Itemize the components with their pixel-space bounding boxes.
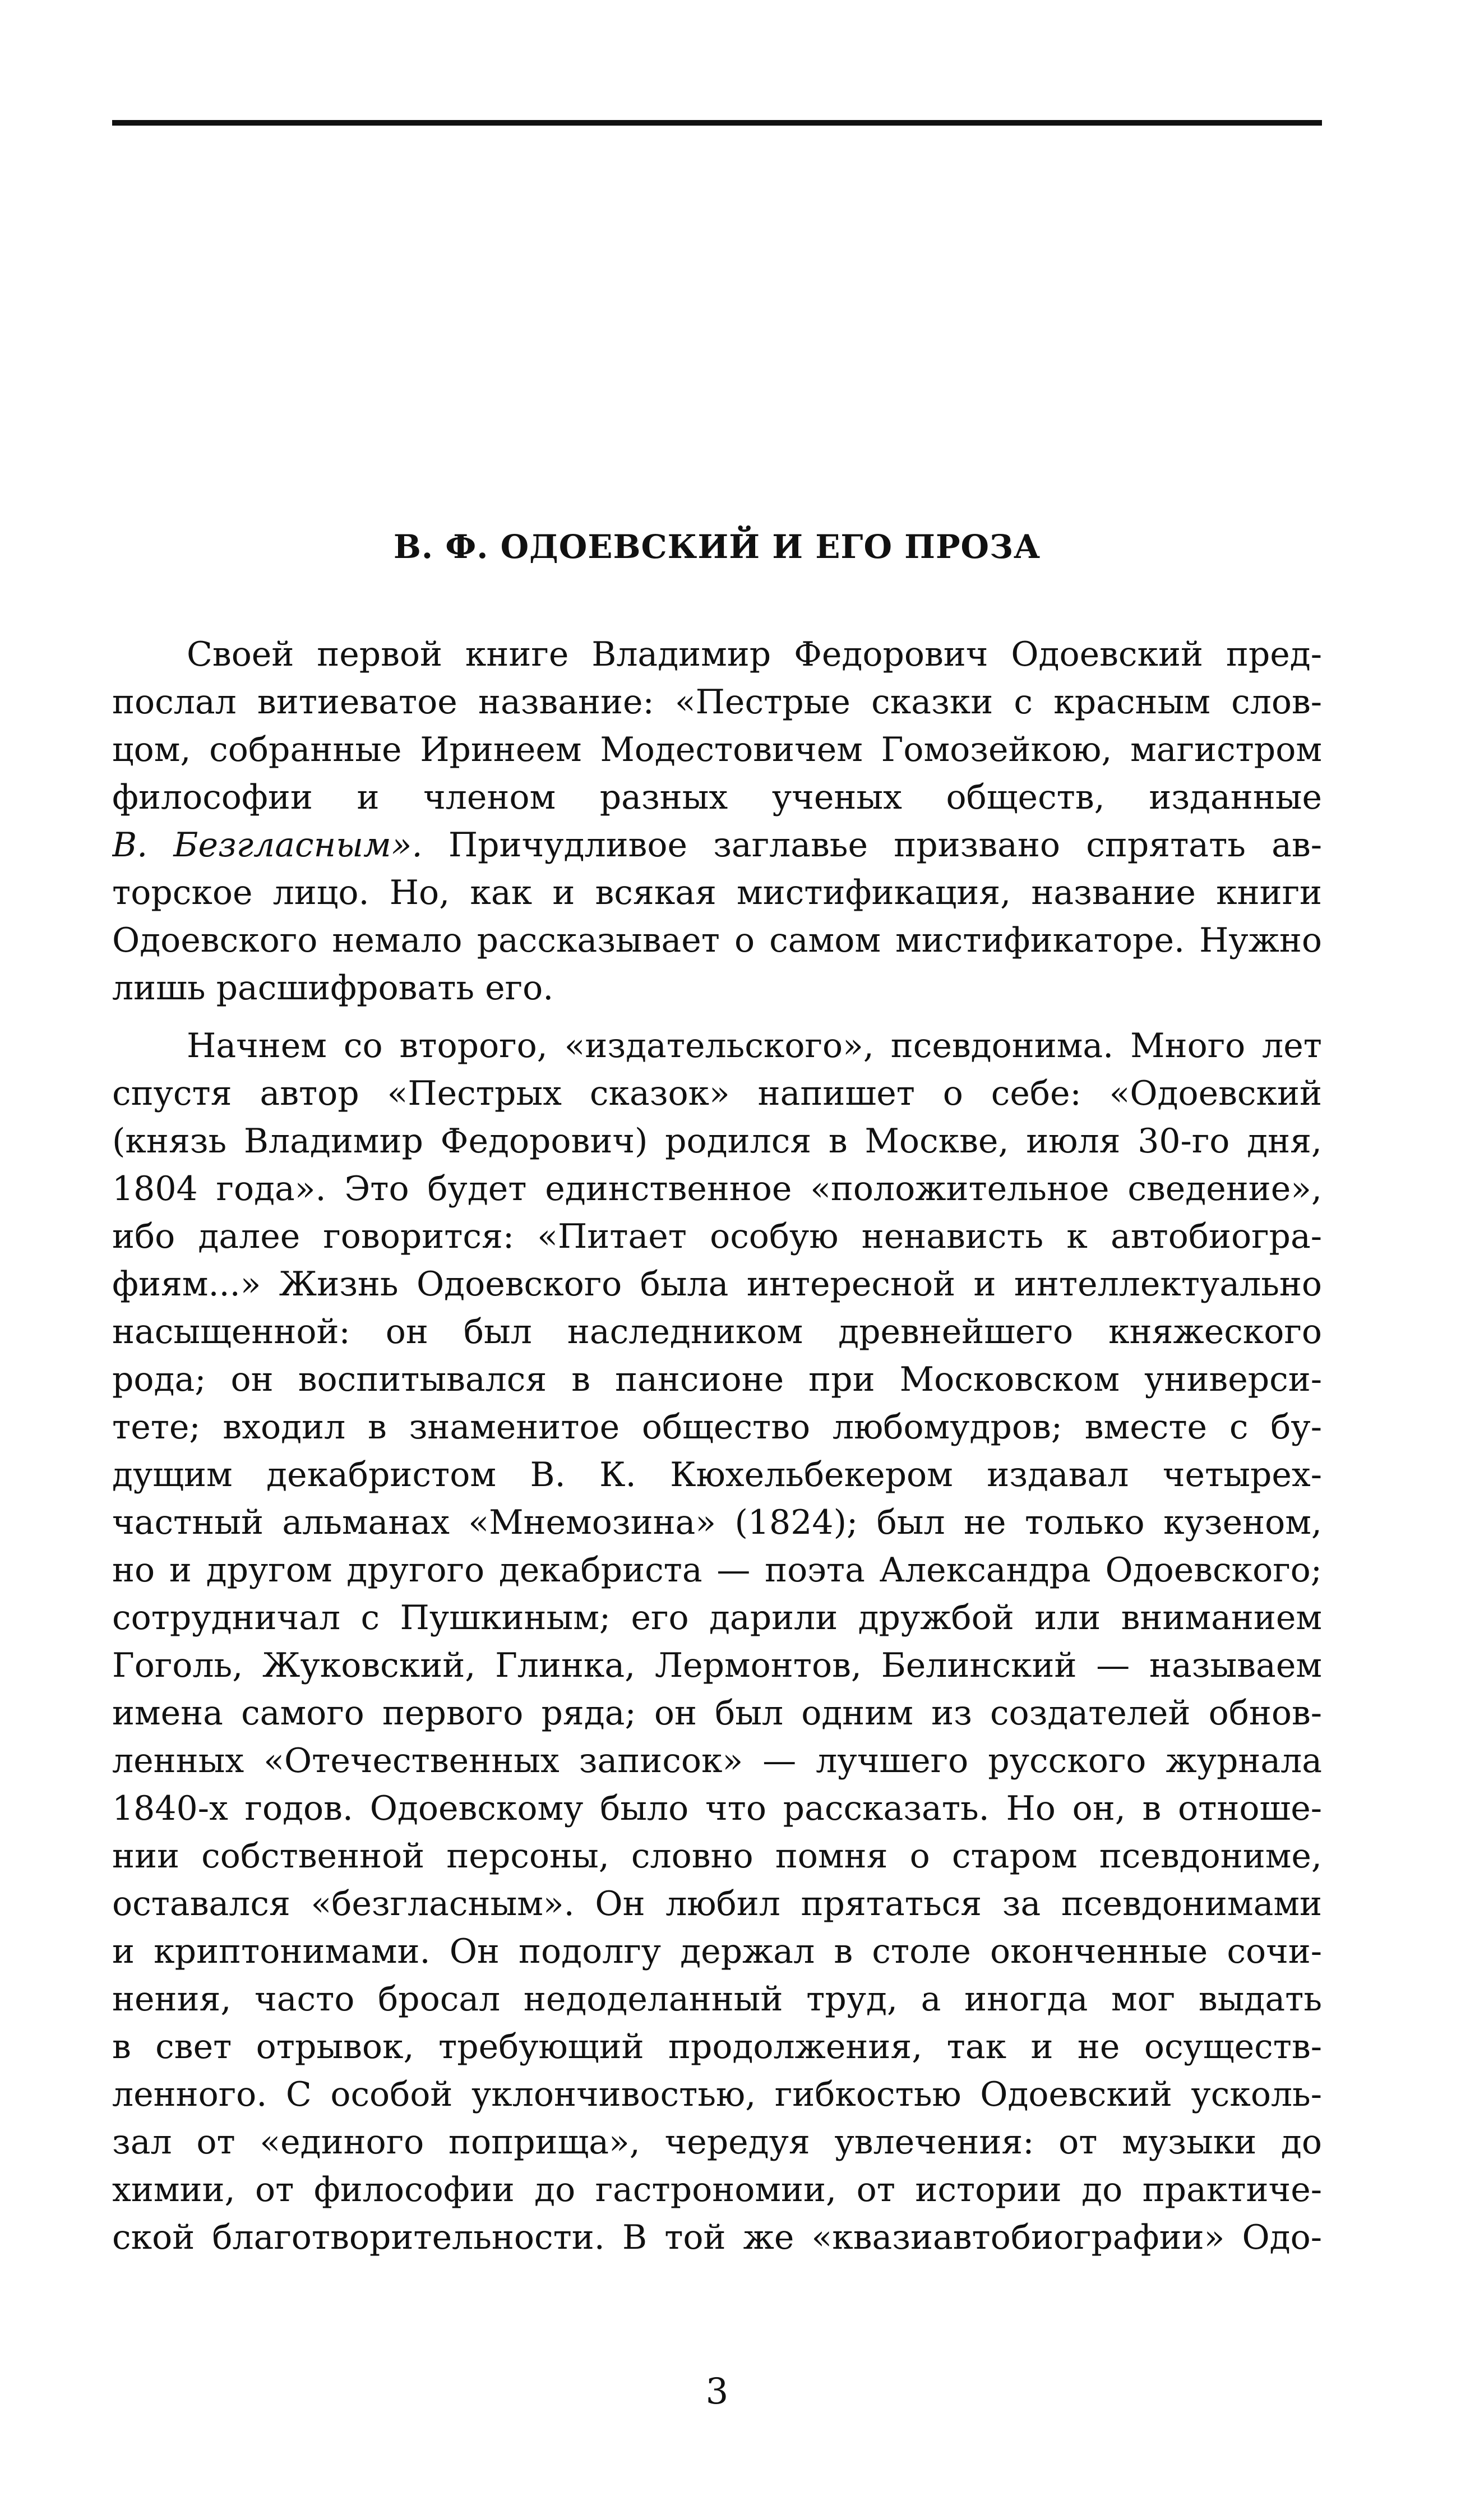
text-line: дущим декабристом В. К. Кюхельбекером издавал четырех- xyxy=(112,1455,1322,1494)
text-line: философии и членом разных ученых обществ, изданные xyxy=(112,778,1322,817)
paragraph-1 xyxy=(112,631,1322,1012)
text-line: зал от «единого поприща», чередуя увлечения: от музыки до xyxy=(112,2123,1322,2162)
text-line: насыщенной: он был наследником древнейшего княжеского xyxy=(112,1312,1322,1351)
text-line: имена самого первого ряда; он был одним из создателей обнов- xyxy=(112,1694,1322,1733)
text-line: Одоевского немало рассказывает о самом мистификаторе. Нужно xyxy=(112,921,1322,960)
page-number: 3 xyxy=(705,2371,729,2412)
text-line: 1840-х годов. Одоевскому было что рассказать. Но он, в отноше- xyxy=(112,1789,1322,1828)
text-line: в свет отрывок, требующий продолжения, так и не осуществ- xyxy=(112,2027,1322,2066)
text-line: ленных «Отечественных записок» — лучшего русского журнала xyxy=(112,1741,1322,1780)
chapter-title: В. Ф. ОДОЕВСКИЙ И ЕГО ПРОЗА xyxy=(393,528,1041,566)
text-line: сотрудничал с Пушкиным; его дарили дружбой или вниманием xyxy=(112,1598,1322,1637)
text-line: оставался «безгласным». Он любил прятаться за псевдонимами xyxy=(112,1884,1322,1923)
text-line: послал витиеватое название: «Пестрые сказки с красным слов- xyxy=(112,682,1322,722)
text-line: ленного. С особой уклончивостью, гибкостью Одоевский усколь- xyxy=(112,2075,1322,2114)
body-text xyxy=(112,631,1322,2262)
text-line: торское лицо. Но, как и всякая мистификация, название книги xyxy=(112,873,1322,912)
text-line: лишь расшифровать его. xyxy=(112,968,554,1008)
text-line: частный альманах «Мнемозина» (1824); был не только кузеном, xyxy=(112,1503,1322,1542)
paragraph-2 xyxy=(112,1022,1322,2262)
text-line-with-italic xyxy=(112,822,1322,869)
text-line: и криптонимами. Он подолгу держал в столе оконченные сочи- xyxy=(112,1932,1322,1971)
text-line: Начнем со второго, «издательского», псевдонима. Много лет xyxy=(187,1026,1322,1065)
text-line: рода; он воспитывался в пансионе при Московском универси- xyxy=(112,1360,1322,1399)
text-line: фиям...» Жизнь Одоевского была интересной и интеллектуально xyxy=(112,1265,1322,1304)
header-rule xyxy=(112,120,1322,126)
text-line: нения, часто бросал недоделанный труд, а иногда мог выдать xyxy=(112,1980,1322,2019)
text-line: Своей первой книге Владимир Федорович Одоевский пред- xyxy=(187,635,1322,674)
text-line: нии собственной персоны, словно помня о старом псевдониме, xyxy=(112,1837,1322,1876)
text-line: но и другом другого декабриста — поэта Александра Одоевского; xyxy=(112,1551,1322,1590)
text-line: цом, собранные Иринеем Модестовичем Гомозейкою, магистром xyxy=(112,730,1322,769)
text-line: Гоголь, Жуковский, Глинка, Лермонтов, Белинский — называем xyxy=(112,1646,1322,1685)
text-line: ской благотворительности. В той же «квазиавтобиографии» Одо- xyxy=(112,2218,1322,2257)
text-line: 1804 года». Это будет единственное «положительное сведение», xyxy=(112,1169,1322,1208)
text-line: (князь Владимир Федорович) родился в Москве, июля 30-го дня, xyxy=(112,1122,1322,1161)
text-line: химии, от философии до гастрономии, от истории до практиче- xyxy=(112,2170,1322,2209)
text-line: ибо далее говорится: «Питает особую ненависть к автобиогра- xyxy=(112,1217,1322,1256)
text-fragment: Причудливое заглавье призвано спрятать ав- xyxy=(448,825,1322,865)
text-line: спустя автор «Пестрых сказок» напишет о себе: «Одоевский xyxy=(112,1074,1322,1113)
paragraph-spacer xyxy=(112,1012,1322,1022)
text-line: тете; входил в знаменитое общество любомудров; вместе с бу- xyxy=(112,1408,1322,1447)
italic-publisher-name: В. Безгласным». xyxy=(112,825,423,865)
